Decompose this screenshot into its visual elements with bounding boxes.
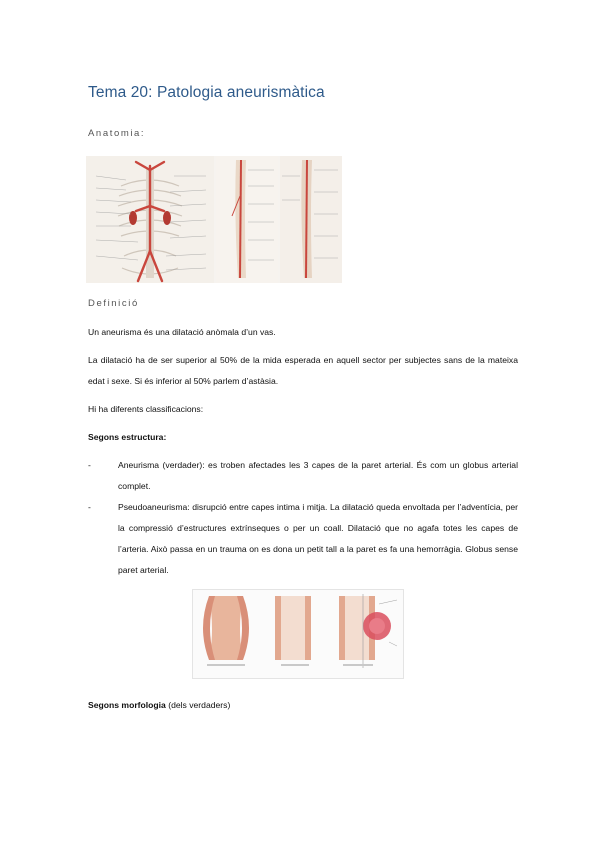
bullet-dash: - <box>88 502 91 512</box>
aneurysm-types-image <box>192 589 404 679</box>
bullet-text: Aneurisma (verdader): es troben afectades les 3 capes de la paret arterial. És com un globus arterial complet. <box>118 460 518 491</box>
segons-morfologia-line <box>88 695 518 716</box>
dilatacio-paragraph: La dilatació ha de ser superior al 50% de la mida esperada en aquell sector per subjectes sans de la mateixa edat i sexe. Si és inferior al 50% parlem d’astàsia. <box>88 355 518 386</box>
page-title: Tema 20: Patologia aneurismàtica <box>88 84 325 101</box>
segons-estructura-heading: Segons estructura: <box>88 432 167 442</box>
section-heading-anatomia: Anatomia: <box>88 128 146 139</box>
anatomy-image <box>86 156 342 283</box>
classificacions-paragraph: Hi ha diferents classificacions: <box>88 404 204 414</box>
section-heading-definicio: Definició <box>88 298 139 309</box>
definition-paragraph: Un aneurisma és una dilatació anòmala d’un vas. <box>88 327 276 337</box>
segons-morfologia-heading: Segons morfologia <box>88 700 166 710</box>
segons-morfologia-note: (dels verdaders) <box>165 700 231 710</box>
bullet-dash: - <box>88 460 91 470</box>
bullet-text: Pseudoaneurisma: disrupció entre capes intima i mitja. La dilatació queda envoltada per l’adventícia, per la compressió d’estructures extrínseques o per un coall. Dilatació que no agafa totes les capes de l’arteria. Això passa en un trauma on es dona un petit tall a la paret es fa una hemorràgia. Globus sense paret arterial. <box>118 502 518 575</box>
